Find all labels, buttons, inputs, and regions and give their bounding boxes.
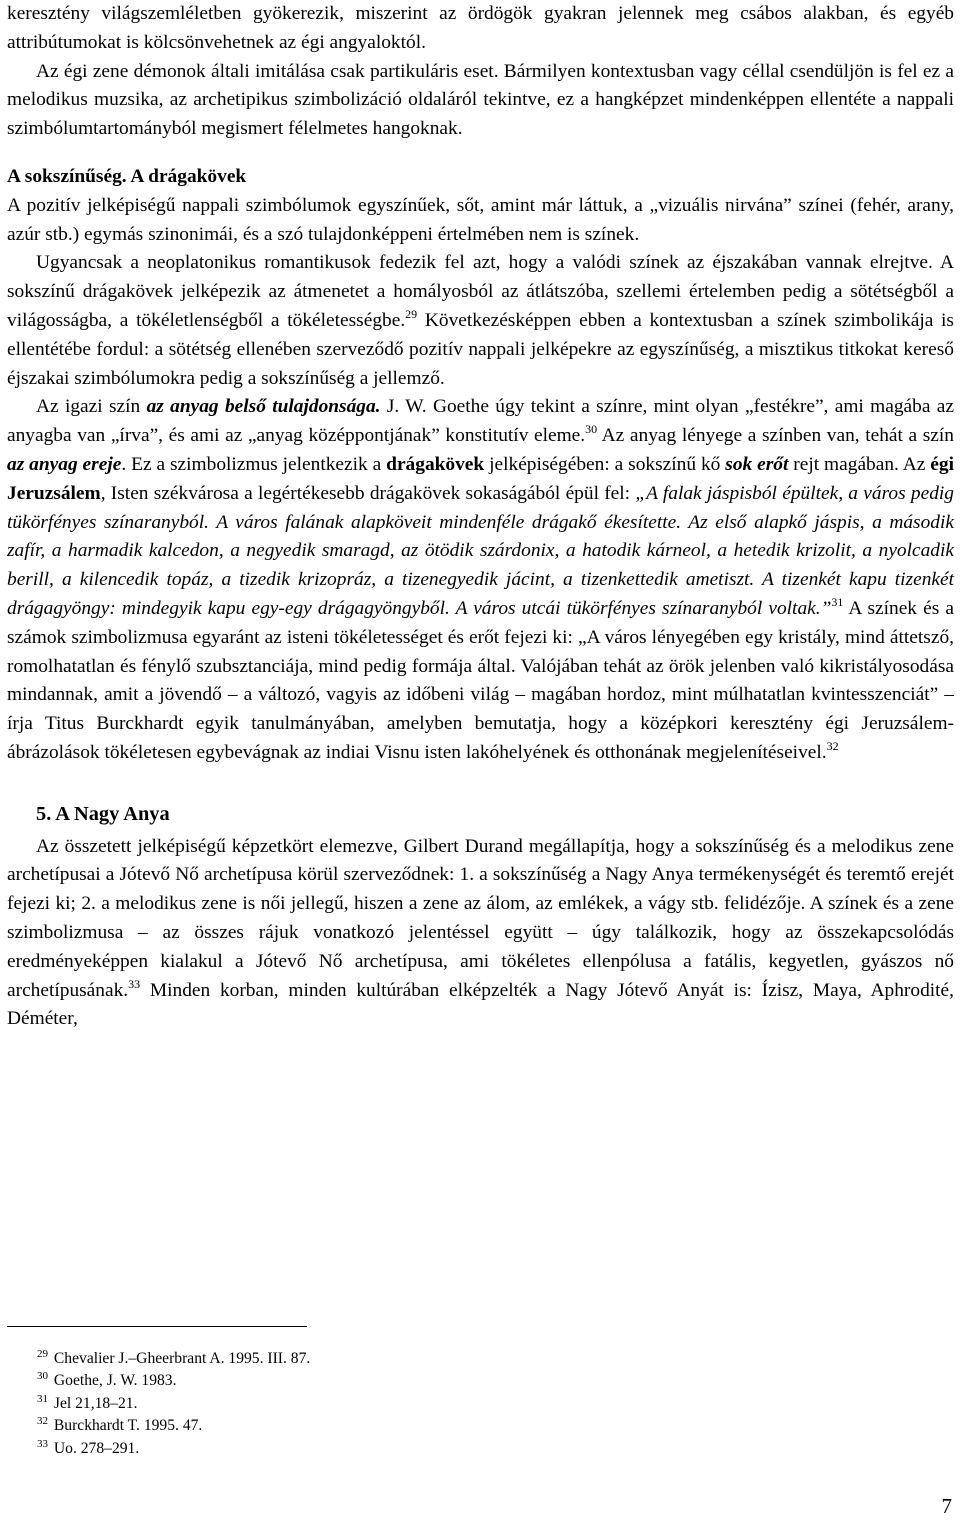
- footnote-number: 29: [37, 1348, 48, 1360]
- text-run: , Isten székvárosa a legértékesebb drágakövek sokaságából épül fel:: [100, 482, 636, 504]
- footnote-ref: 30: [585, 422, 598, 437]
- footnote-text: Burckhardt T. 1995. 47.: [53, 1417, 203, 1435]
- emphasis-text: az anyag belső tulajdonsága.: [146, 396, 381, 418]
- text-run: Az igazi szín: [36, 396, 147, 418]
- footnote-item: [37, 1348, 960, 1370]
- text-run: Minden korban, minden kultúrában elképzelték a Nagy Jótevő Anyát is: Ízisz, Maya, Aphrodité, Déméter,: [7, 979, 954, 1030]
- paragraph: [7, 249, 954, 393]
- paragraph: [7, 0, 954, 58]
- bold-text: égi Jeruzsálem: [7, 453, 954, 504]
- footnote-number: 32: [37, 1415, 48, 1428]
- text-run: Következésképpen ebben a kontextusban a színek szimbolikája is ellentétébe fordul: a sötétség ellenében szerveződő pozitív nappali jelképekre az egyszínűség, a misztikus titkokat kereső éjszakai szimbólumokra pedig a sokszínűség a jellemző.: [7, 309, 954, 389]
- footnote-item: [37, 1370, 960, 1392]
- bold-text: drágakövek: [386, 453, 485, 475]
- footnote-list: [7, 1348, 960, 1460]
- footnote-item: [37, 1393, 960, 1415]
- footnote-number: 33: [37, 1437, 48, 1450]
- text-run: Az összetett jelképiségű képzetkört elemezve, Gilbert Durand megállapítja, hogy a sokszínűség és a melodikus zene archetípusai a Jótevő Nő archetípusa körül szerveződnek: 1. a sokszínűség a Nagy Anya termékenységét és teremtő erejét fejezi ki; 2. a melodikus zene is női jellegű, hiszen a zene az álom, az emlékek, a vágy stb. felidézője. A színek és a zene szimbolizmusa – az összes rájuk vonatkozó jelentéssel együtt – úgy találkozik, hogy az összekapcsolódás eredményeképpen kialakul a Jótevő Nő archetípusa, ami tökéletes ellenpólusa a fatális, kegyetlen, gyászos nő archetípusának.: [7, 835, 954, 1001]
- text-run: Ugyancsak a neoplatonikus romantikusok fedezik fel azt, hogy a valódi színek az éjszakában vannak elrejtve. A sokszínű drágakövek jelképezik az átmenetet a homályosból az átlátszóba, szellemi értelemben pedig a sötétségből a világosságba, a tökéletlenségből a tökéletességbe.: [7, 252, 954, 331]
- footnote-item: [37, 1438, 960, 1460]
- text-run: 5. A Nagy Anya: [36, 802, 170, 825]
- footnote-ref: 31: [831, 594, 844, 609]
- text-run: A színek és a számok szimbolizmusa egyaránt az isteni tökéletességet és erőt fejezi ki: „A város lényegében egy kristály, mind áttetsző, romolhatatlan és fénylő szubsztanciája, mind pedig formája által. Valójában tehát az örök jelenben való kikristályosodása mindannak, amit a jövendő – a változó, vagyis az időbeni világ – magában hordoz, mint múlhatatlan kvintesszenciát” – írja Titus Burckhardt egyik tanulmányában, amelyben bemutatja, hogy a középkori keresztény égi Jeruzsálem-ábrázolások tökéletesen egybevágnak az indiai Visnu isten lakóhelyének és otthonának megjelenítéseivel.: [7, 597, 954, 763]
- footnote-text: Chevalier J.–Gheerbrant A. 1995. III. 87.: [53, 1350, 311, 1367]
- footnotes-section: [0, 1326, 960, 1460]
- footnote-ref: 32: [826, 738, 839, 753]
- quoted-text: „A falak jáspisból épültek, a város pedig tükörfényes színaranyból. A város falának alapköveit mindenféle drágakő ékesítette. Az első alapkő jáspis, a második zafír, a harmadik kalcedon, a negyedik smaragd, az ötödik szárdonix, a hatodik kárneol, a hetedik krizolit, a nyolcadik berill, a kilencedik topáz, a tizedik krizopráz, a tizenegyedik jácint, a tizenkettedik ametiszt. A tizenkét kapu tizenkét drágagyöngy: mindegyik kapu egy-egy drágagyöngyből. A város utcái tükörfényes színaranyból voltak.”: [7, 482, 954, 619]
- footnote-number: 31: [37, 1392, 48, 1405]
- text-run: A pozitív jelképiségű nappali szimbólumok egyszínűek, sőt, amint már láttuk, a „vizuális nirvána” színei (fehér, arany, azúr stb.) egymás szinonimái, és a szó tulajdonképpeni értelmében nem is színek.: [7, 194, 954, 245]
- paragraph: [7, 833, 954, 1035]
- section-heading: [7, 800, 954, 829]
- paragraph: [7, 393, 954, 767]
- text-run: keresztény világszemléletben gyökerezik, miszerint az ördögök gyakran jelennek meg csábos alakban, és egyéb attribútumokat is kölcsönvehetnek az égi angyaloktól.: [7, 3, 954, 53]
- page-number: 7: [941, 1494, 952, 1518]
- footnote-text: Uo. 278–291.: [53, 1439, 140, 1457]
- body-text: [7, 0, 954, 1034]
- paragraph: [7, 192, 954, 250]
- footnote-ref: 33: [128, 976, 141, 991]
- emphasis-text: az anyag ereje: [7, 453, 122, 475]
- text-run: Az égi zene démonok általi imitálása csak partikuláris eset. Bármilyen kontextusban vagy céllal csendüljön is fel ez a melodikus muzsika, az archetipikus szimbolizáció oldaláról tekintve, ez a hangképzet mindenképpen ellentéte a nappali szimbólumtartományból megismert félelmetes hangoknak.: [7, 60, 954, 140]
- text-run: jelképiségében: a sokszínű kő: [484, 453, 726, 475]
- footnote-text: Goethe, J. W. 1983.: [53, 1372, 177, 1390]
- text-run: . Ez a szimbolizmus jelentkezik a: [121, 453, 387, 475]
- text-run: J. W. Goethe úgy tekint a színre, mint olyan „festékre”, ami magába az anyagba van „írva”, és ami az „anyag középpontjának” konstitutív eleme.: [7, 396, 954, 447]
- section-heading: [7, 163, 954, 192]
- emphasis-text: sok erőt: [725, 453, 789, 475]
- footnote-ref: 29: [405, 306, 418, 321]
- footnote-separator: [7, 1326, 307, 1327]
- text-run: rejt magában. Az: [788, 453, 931, 475]
- text-run: Az anyag lényege a színben van, tehát a szín: [597, 425, 954, 447]
- footnote-text: Jel 21,18–21.: [53, 1394, 138, 1412]
- paragraph: [7, 58, 954, 144]
- footnote-item: [37, 1415, 960, 1437]
- text-run: A sokszínűség. A drágakövek: [7, 165, 247, 187]
- footnote-number: 30: [37, 1370, 48, 1383]
